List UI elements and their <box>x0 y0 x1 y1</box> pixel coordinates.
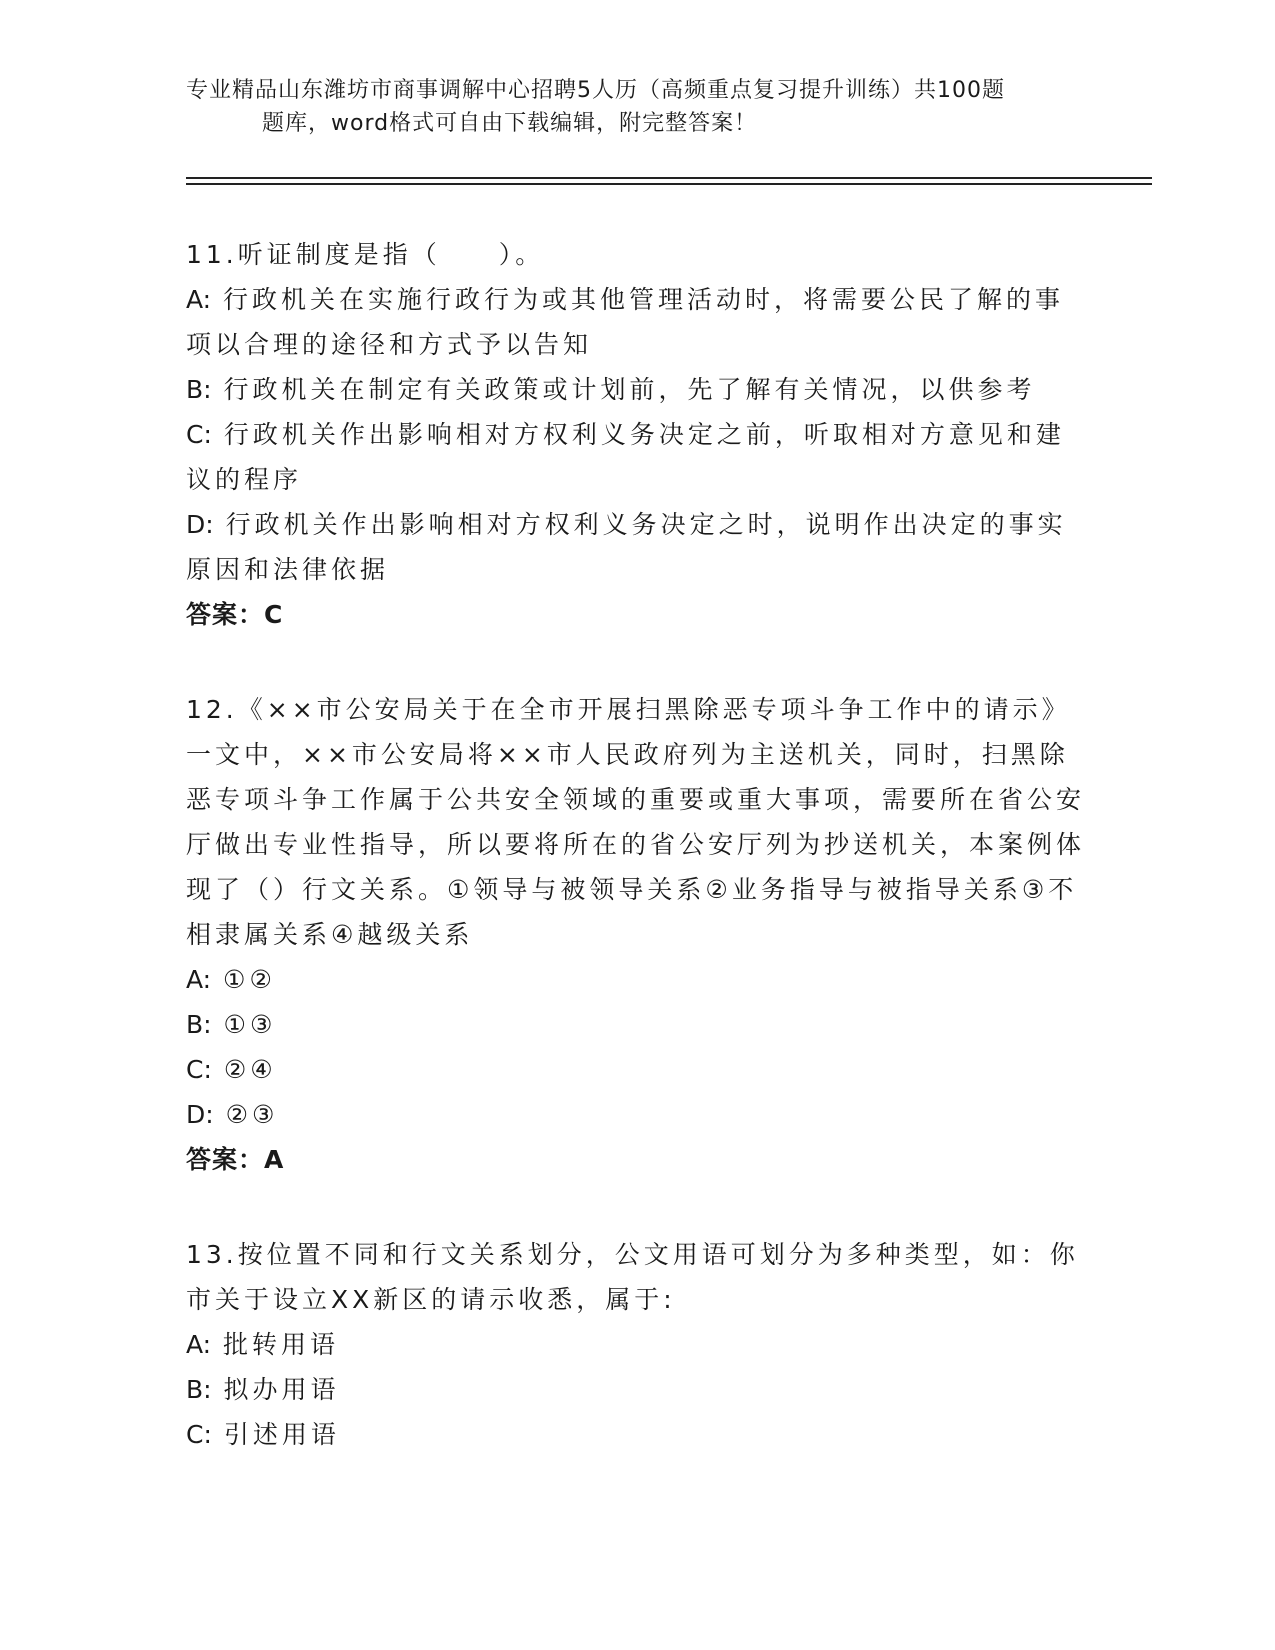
option-text: 行政机关作出影响相对方权利义务决定之前，听取相对方意见和建议的程序 <box>186 420 1065 494</box>
option-letter: C: <box>186 1055 212 1084</box>
question-text: 11.听证制度是指（ ）。 <box>186 240 545 269</box>
question-13 <box>186 1232 1086 1457</box>
option-text: 引述用语 <box>223 1420 340 1449</box>
option-letter: C: <box>186 1420 212 1449</box>
option-text: ②③ <box>225 1100 279 1129</box>
option-c <box>186 1047 1086 1092</box>
header-rule-top <box>186 177 1152 179</box>
answer-label: 答案：C <box>186 600 284 629</box>
option-letter: A: <box>186 1330 212 1359</box>
option-d <box>186 1092 1086 1137</box>
option-b <box>186 1367 1086 1412</box>
question-list <box>186 232 1086 1507</box>
option-a <box>186 957 1086 1002</box>
option-text: ①③ <box>223 1010 277 1039</box>
option-text: 行政机关在实施行政行为或其他管理活动时，将需要公民了解的事项以合理的途径和方式予以告知 <box>186 285 1065 359</box>
option-text: 行政机关在制定有关政策或计划前，先了解有关情况，以供参考 <box>223 375 1036 404</box>
answer-label: 答案：A <box>186 1145 285 1174</box>
document-header <box>186 74 1086 140</box>
question-text: 13.按位置不同和行文关系划分，公文用语可划分为多种类型，如：你市关于设立XX新区的请示收悉，属于: <box>186 1240 1079 1314</box>
option-letter: D: <box>186 510 214 539</box>
option-letter: D: <box>186 1100 214 1129</box>
option-c <box>186 1412 1086 1457</box>
question-text: 12.《××市公安局关于在全市开展扫黑除恶专项斗争工作中的请示》一文中，××市公安局将××市人民政府列为主送机关，同时，扫黑除恶专项斗争工作属于公共安全领域的重要或重大事项，需要所在省公安厅做出专业性指导，所以要将所在的省公安厅列为抄送机关，本案例体现了（）行文关系。①领导与被领导关系②业务指导与被指导关系③不相隶属关系④越级关系 <box>186 695 1086 949</box>
header-rule-bottom <box>186 183 1152 185</box>
option-letter: A: <box>186 285 212 314</box>
option-b <box>186 1002 1086 1047</box>
option-a <box>186 277 1086 367</box>
option-text: 拟办用语 <box>223 1375 340 1404</box>
option-letter: C: <box>186 420 212 449</box>
option-letter: B: <box>186 1010 212 1039</box>
question-12 <box>186 687 1086 1182</box>
option-letter: B: <box>186 375 212 404</box>
option-letter: A: <box>186 965 212 994</box>
option-d <box>186 502 1086 592</box>
question-11 <box>186 232 1086 637</box>
option-text: 行政机关作出影响相对方权利义务决定之时，说明作出决定的事实原因和法律依据 <box>186 510 1067 584</box>
option-text: 批转用语 <box>223 1330 340 1359</box>
header-title-line1: 专业精品山东潍坊市商事调解中心招聘5人历（高频重点复习提升训练）共100题 <box>186 78 1005 103</box>
option-text: ②④ <box>223 1055 277 1084</box>
header-title-line2: 题库，word格式可自由下载编辑，附完整答案！ <box>262 111 758 136</box>
option-b <box>186 367 1086 412</box>
option-c <box>186 412 1086 502</box>
option-a <box>186 1322 1086 1367</box>
option-letter: B: <box>186 1375 212 1404</box>
option-text: ①② <box>223 965 276 994</box>
